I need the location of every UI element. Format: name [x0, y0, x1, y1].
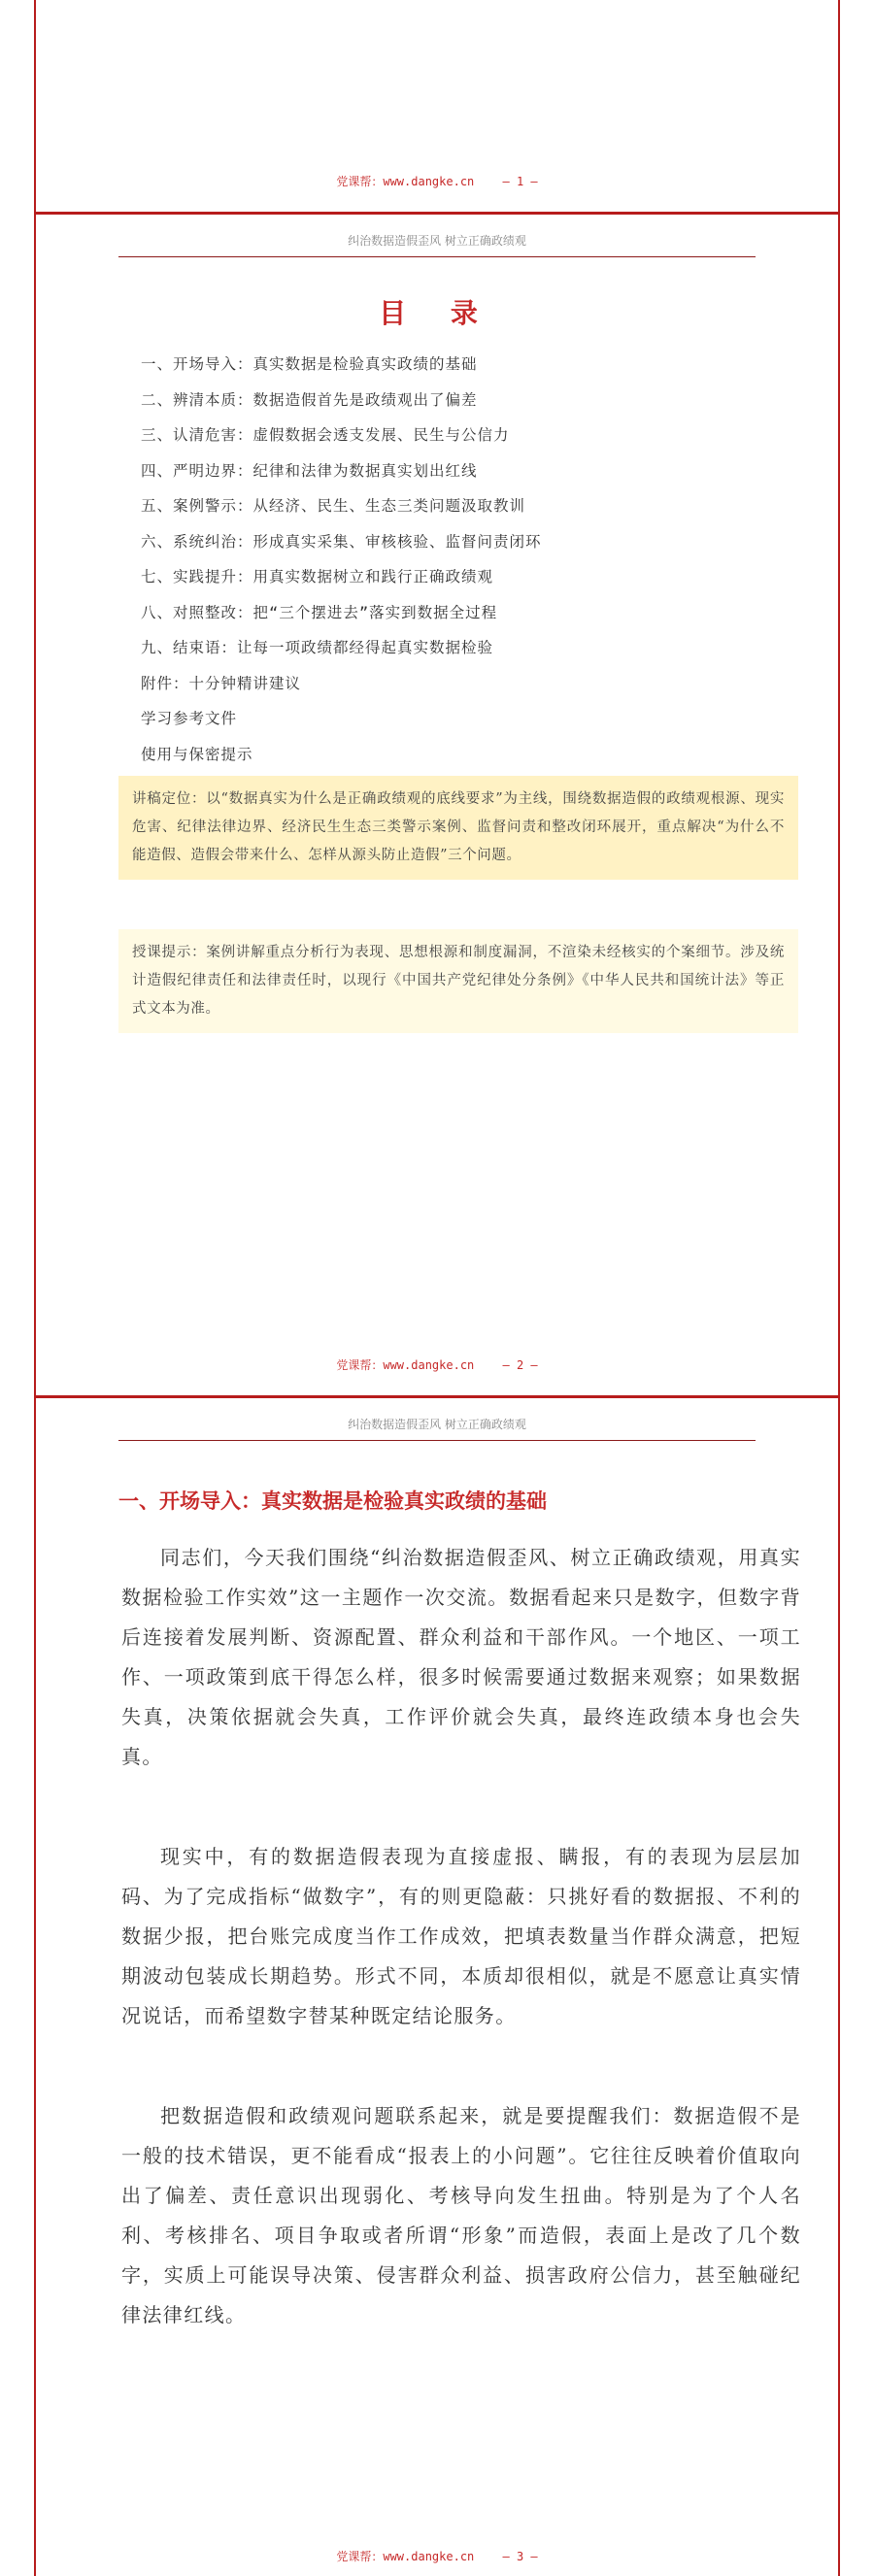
toc-item[interactable]: 六、系统纠治：形成真实采集、审核核验、监督问责闭环: [141, 532, 542, 551]
page-footer: [36, 2548, 838, 2564]
page-2: [34, 215, 840, 1395]
footer-site: 党课帮：www.dangke.cn: [336, 2550, 475, 2563]
page-number: — 1 —: [502, 175, 538, 188]
toc-item[interactable]: 七、实践提升：用真实数据树立和践行正确政绩观: [141, 568, 494, 585]
body-paragraph: 同志们，今天我们围绕“纠治数据造假歪风、树立正确政绩观，用真实数据检验工作实效”这一主题作一次交流。数据看起来只是数字，但数字背后连接着发展判断、资源配置、群众利益和干部作风。一个地区、一项工作、一项政策到底干得怎么样，很多时候需要通过数据来观察；如果数据失真，决策依据就会失真，工作评价就会失真，最终连政绩本身也会失真。: [121, 1546, 801, 1768]
body-paragraph: 把数据造假和政绩观问题联系起来，就是要提醒我们：数据造假不是一般的技术错误，更不能看成“报表上的小问题”。它往往反映着价值取向出了偏差、责任意识出现弱化、考核导向发生扭曲。特别是为了个人名利、考核排名、项目争取或者所谓“形象”而造假，表面上是改了几个数字，实质上可能误导决策、侵害群众利益、损害政府公信力，甚至触碰纪律法律红线。: [121, 2104, 801, 2326]
toc-item[interactable]: 九、结束语：让每一项政绩都经得起真实数据检验: [141, 639, 494, 656]
toc-item[interactable]: 三、认清危害：虚假数据会透支发展、民生与公信力: [141, 426, 510, 444]
page-footer: [36, 173, 838, 189]
body-paragraph: 现实中，有的数据造假表现为直接虚报、瞒报，有的表现为层层加码、为了完成指标“做数字”，有的则更隐蔽：只挑好看的数据报、不利的数据少报，把台账完成度当作工作成效，把填表数量当作群众满意，把短期波动包装成长期趋势。形式不同，本质却很相似，就是不愿意让真实情况说话，而希望数字替某种既定结论服务。: [121, 1845, 801, 2027]
page-number: — 2 —: [502, 1358, 538, 1372]
section-heading: 一、开场导入：真实数据是检验真实政绩的基础: [118, 1489, 547, 1513]
page-1: [34, 0, 840, 212]
toc-title: 目 录: [379, 297, 495, 329]
toc-item[interactable]: 五、案例警示：从经济、民生、生态三类问题汲取教训: [141, 497, 526, 515]
page-3: [34, 1398, 840, 2576]
toc-item[interactable]: 八、对照整改：把“三个摆进去”落实到数据全过程: [141, 603, 498, 621]
toc-item[interactable]: 一、开场导入：真实数据是检验真实政绩的基础: [141, 355, 478, 373]
running-header: 纠治数据造假歪风 树立正确政绩观: [118, 1416, 756, 1441]
toc-item[interactable]: 四、严明边界：纪律和法律为数据真实划出红线: [141, 461, 478, 480]
page-footer: [36, 1356, 838, 1373]
toc-item[interactable]: 使用与保密提示: [141, 745, 253, 763]
toc-item[interactable]: 学习参考文件: [141, 710, 238, 727]
toc-list: [141, 347, 782, 772]
page-number: — 3 —: [502, 2550, 538, 2563]
footer-site: 党课帮：www.dangke.cn: [336, 1358, 475, 1372]
teaching-note: 授课提示：案例讲解重点分析行为表现、思想根源和制度漏洞，不渲染未经核实的个案细节。涉及统计造假纪律责任和法律责任时，以现行《中国共产党纪律处分条例》《中华人民共和国统计法》等正式文本为准。: [118, 929, 798, 1033]
toc-item[interactable]: 附件：十分钟精讲建议: [141, 674, 302, 692]
running-header: 纠治数据造假歪风 树立正确政绩观: [118, 232, 756, 257]
toc-item[interactable]: 二、辨清本质：数据造假首先是政绩观出了偏差: [141, 390, 478, 409]
positioning-note: 讲稿定位：以“数据真实为什么是正确政绩观的底线要求”为主线，围绕数据造假的政绩观根源、现实危害、纪律法律边界、经济民生生态三类警示案例、监督问责和整改闭环展开，重点解决“为什么不能造假、造假会带来什么、怎样从源头防止造假”三个问题。: [118, 776, 798, 880]
footer-site: 党课帮：www.dangke.cn: [336, 175, 475, 188]
